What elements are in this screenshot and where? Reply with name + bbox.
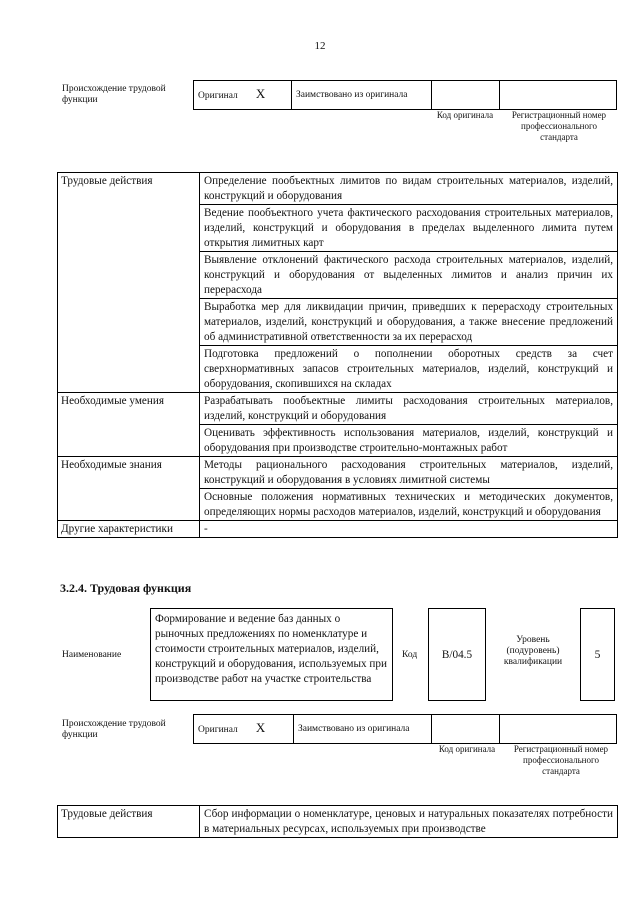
reg-number-caption: Регистрационный номер профессионального стандарта [513, 744, 609, 776]
original-cell [194, 81, 292, 110]
action-item: Выработка мер для ликвидации причин, приведших к перерасходу строительных материалов, изделий, конструкций и оборудования, а также внесение предложений об административной ответственности за их перерасход [200, 299, 618, 346]
origin-table [193, 80, 617, 110]
borrowed-label: Заимствовано из оригинала [292, 81, 432, 110]
origin-table [193, 714, 617, 744]
other-value: - [200, 521, 618, 538]
labor-function-table-2 [57, 805, 618, 838]
knowledge-item: Методы рационального расходования строительных материалов, изделий, конструкций и оборудования в условиях лимитной системы [200, 457, 618, 489]
actions-label: Трудовые действия [58, 173, 200, 393]
action-item: Ведение пообъектного учета фактического расходования строительных материалов, изделий, конструкций и оборудования в пределах выделенного лимита путем открытия лимитных карт [200, 205, 618, 252]
section-title: 3.2.4. Трудовая функция [60, 581, 192, 595]
original-label: Оригинал [198, 91, 238, 101]
action-item: Определение пообъектных лимитов по видам строительных материалов, изделий, конструкций и оборудования [200, 173, 618, 205]
original-cell [194, 715, 294, 744]
code-original-caption: Код оригинала [436, 110, 494, 120]
original-label: Оригинал [198, 725, 238, 735]
skill-item: Оценивать эффективность использования материалов, изделий, конструкций и оборудования при производстве строительно-монтажных работ [200, 425, 618, 457]
x-mark: X [255, 86, 266, 101]
reg-number-cell [500, 81, 617, 110]
knowledge-item: Основные положения нормативных технических и методических документов, определяющих нормы расходов материалов, изделий, конструкций и оборудования [200, 489, 618, 521]
x-mark: X [255, 720, 266, 735]
reg-number-cell [500, 715, 617, 744]
page-number: 12 [314, 40, 326, 52]
skills-label: Необходимые умения [58, 393, 200, 457]
code-original-cell [432, 715, 500, 744]
action-item: Сбор информации о номенклатуре, ценовых и натуральных показателях потребности в материальных ресурсах, используемых при производстве [200, 806, 618, 838]
name-label: Наименование [62, 650, 122, 660]
code-original-cell [432, 81, 500, 110]
skill-item: Разрабатывать пообъектные лимиты расходования строительных материалов, изделий, конструкций и оборудования [200, 393, 618, 425]
actions-label: Трудовые действия [58, 806, 200, 838]
code-box: B/04.5 [428, 608, 486, 701]
labor-function-table [57, 172, 618, 538]
other-label: Другие характеристики [58, 521, 200, 538]
level-box: 5 [580, 608, 615, 701]
borrowed-label: Заимствовано из оригинала [294, 715, 432, 744]
reg-number-caption: Регистрационный номер профессионального стандарта [511, 110, 607, 142]
level-label: Уровень (подуровень) квалификации [503, 635, 563, 667]
action-item: Подготовка предложений о пополнении оборотных средств за счет сверхнормативных запасов строительных материалов, изделий, конструкций и оборудования, скопившихся на складах [200, 346, 618, 393]
knowledge-label: Необходимые знания [58, 457, 200, 521]
code-original-caption: Код оригинала [438, 744, 496, 754]
function-name-box: Формирование и ведение баз данных о рыночных предложениях по номенклатуре и стоимости строительных материалов, изделий, конструкций и оборудования, используемых при производстве работ на участке строительства [150, 608, 393, 701]
origin-label: Происхождение трудовой функции [62, 719, 166, 740]
action-item: Выявление отклонений фактического расхода строительных материалов, изделий, конструкций и оборудования от выделенных лимитов и анализ причин их перерасхода [200, 252, 618, 299]
origin-label: Происхождение трудовой функции [62, 84, 166, 105]
code-label: Код [402, 650, 418, 660]
